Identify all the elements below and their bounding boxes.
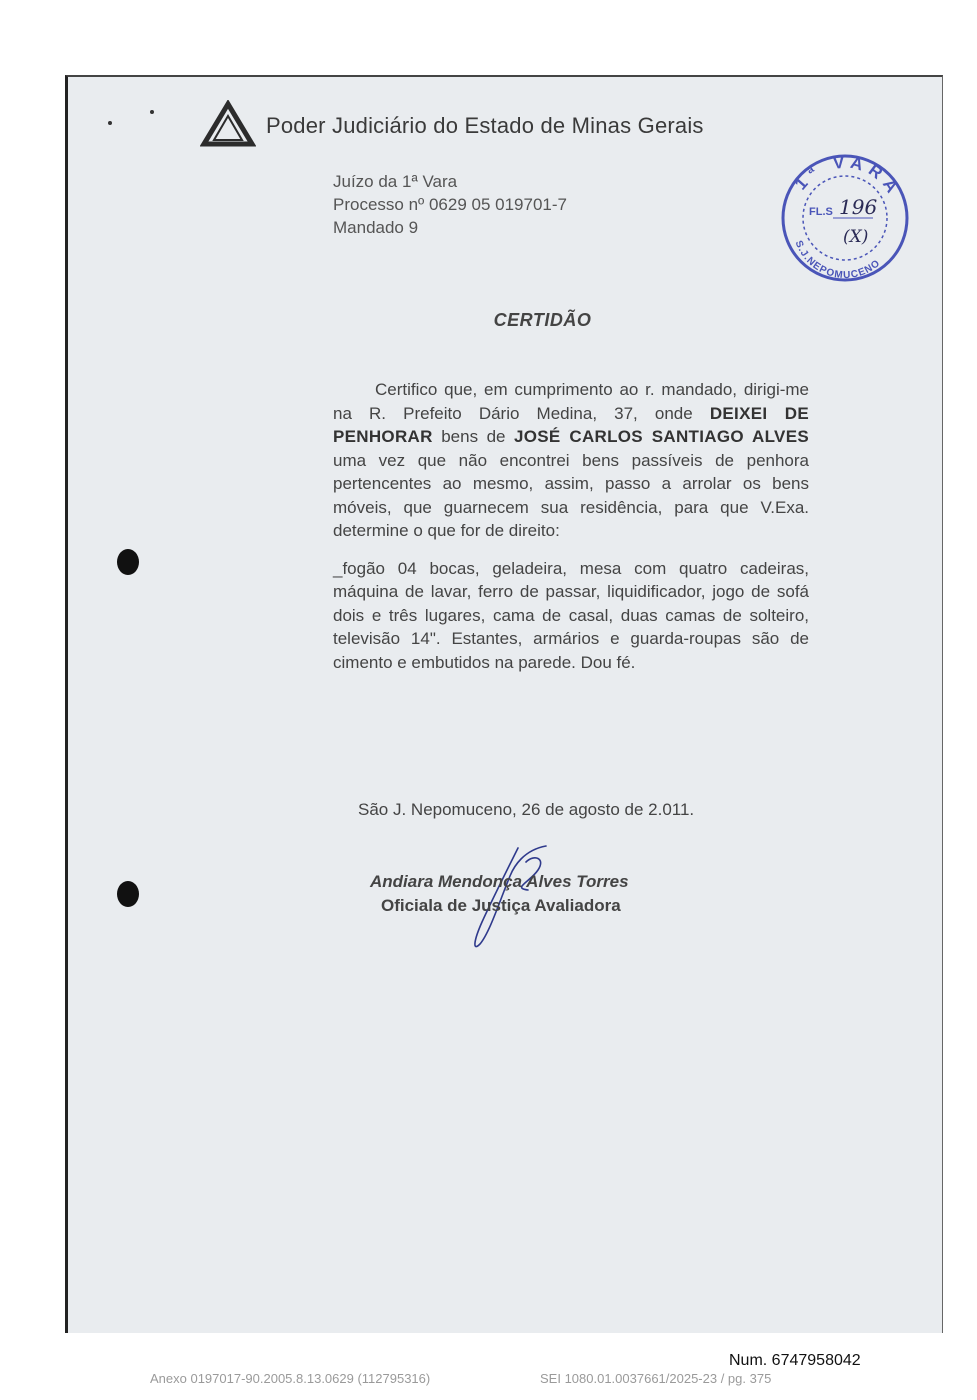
p1-text-b: bens de [432,427,514,446]
document-number: Num. 6747958042 [729,1352,861,1369]
binder-hole [117,881,139,907]
triangle-logo-icon [200,100,256,148]
stamp-page-number: 196 [839,195,878,219]
stamp-ring-top: 1ª VARA [791,152,905,202]
stamp-fl-label: FL.S [809,206,833,218]
mandate-line: Mandado 9 [333,218,419,237]
case-references [333,170,567,239]
binder-hole [117,549,139,575]
certificate-body [333,378,809,674]
signer-name: Andiara Mendonça Alves Torres [370,872,629,891]
p1-text-c: uma vez que não encontrei bens passíveis de penhora pertencentes ao mesmo, assim, passo a arrolar os bens móveis, que guarnecem sua residência, para que V.Exa. determine o que for de direito: [333,450,809,540]
p1-text-a: Certifico que, em cumprimento ao r. mandado, dirigi-me na R. Prefeito Dário Medina, 37, onde [333,380,809,423]
document-title: CERTIDÃO [493,310,592,330]
speck [108,121,112,125]
paragraph-items: _fogão 04 bocas, geladeira, mesa com quatro cadeiras, máquina de lavar, ferro de passar, liquidificador, jogo de sofá dois e três lugares, cama de casal, duas camas de solteiro, televisão 14". Estantes, armários e guarda-roupas são de cimento e embutidos na parede. Dou fé. [333,558,809,672]
stamp-mark: (X) [843,227,869,247]
stamp-ring-bottom: S.J.NEPOMUCENO [792,239,883,282]
process-number: Processo nº 0629 05 019701-7 [333,195,567,214]
signer-role: Oficiala de Justiça Avaliadora [381,896,621,915]
institution-name: Poder Judiciário do Estado de Minas Gerais [266,113,704,138]
p1-bold-action: DEIXEI DE PENHORAR [333,403,809,446]
letterhead [200,100,704,148]
annex-reference: Anexo 0197017-90.2005.8.13.0629 (112795316) [150,1371,431,1386]
svg-text:S.J.NEPOMUCENO [793,239,883,281]
speck [150,110,154,114]
p1-bold-name: JOSÉ CARLOS SANTIAGO ALVES [514,427,809,446]
court-stamp [775,148,915,293]
paragraph-1 [333,378,809,543]
sei-reference: SEI 1080.01.0037661/2025-23 / pg. 375 [540,1371,772,1386]
place-and-date: São J. Nepomuceno, 26 de agosto de 2.011. [358,800,695,819]
court-line: Juízo da 1ª Vara [333,172,458,191]
